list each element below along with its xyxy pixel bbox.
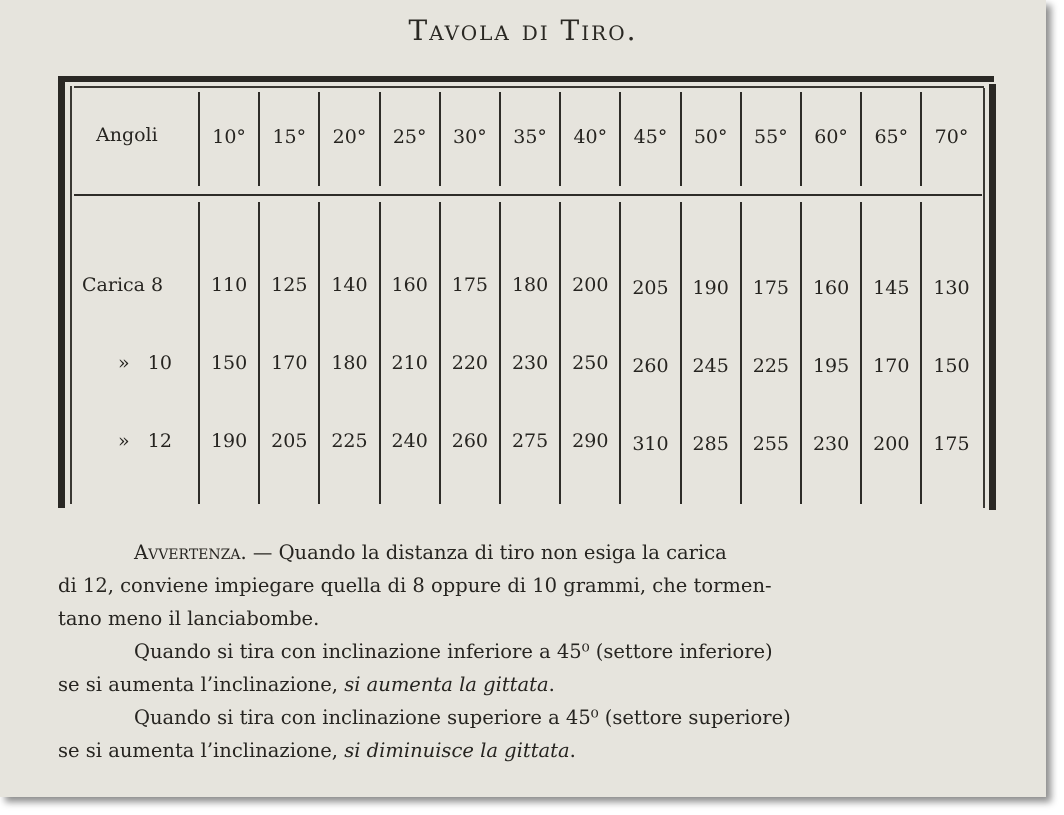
note-paragraph-3-line-1: Quando si tira con inclinazione superiore a 45⁰ (settore superiore) [134,706,791,729]
table-cell: 200 [572,274,609,296]
note-paragraph-1-line-3: tano meno il lanciabombe. [58,607,320,630]
table-cell: 180 [331,352,368,374]
table-cell: 150 [210,352,248,374]
table-left-border [58,76,65,508]
note-paragraph-1-line-2: di 12, conviene impiegare quella di 8 oppure di 10 grammi, che tormen- [58,574,772,597]
table-header-rule [74,194,982,196]
note-text: se si aumenta l’inclinazione, [58,739,345,762]
table-cell: 240 [391,430,428,452]
table-header-angle: 70° [934,126,969,148]
table-header-angle: 55° [754,126,788,148]
table-cell: 175 [752,277,790,299]
note-paragraph-3-line-2 [58,734,998,767]
table-cell: 275 [511,430,549,452]
table-cell: 260 [451,430,489,452]
table-top-rule [62,76,994,82]
page-title: Tavola di Tiro. [408,14,638,47]
table-cell: 285 [692,433,729,455]
table-cell: 245 [692,355,729,377]
table-row-label: » 12 [118,430,172,452]
table-cell: 145 [873,277,910,299]
table-header-angle: 15° [272,126,307,148]
table-cell: 200 [873,433,910,455]
table-cell: 160 [391,274,428,296]
table-cell: 220 [451,352,489,374]
table-cell: 150 [933,355,970,377]
table-right-border [989,84,996,510]
table-cell: 175 [933,433,970,455]
table-cell: 140 [331,274,368,296]
table-column-rule [920,202,922,504]
table-cell: 255 [752,433,790,455]
table-cell: 190 [692,277,729,299]
table-header-angle: 25° [392,126,427,148]
table-cell: 205 [632,277,669,299]
table-left-border-inner [70,86,72,504]
table-cell: 310 [632,433,669,455]
table-cell: 250 [572,352,609,374]
notes-section [58,536,998,767]
table-header-angle: 10° [212,126,246,148]
note-paragraph-2-line-2 [58,668,998,701]
table-column-rule [800,202,802,504]
table-header-angle: 65° [874,126,909,148]
table-header-angle: 40° [573,126,608,148]
note-emphasis: si diminuisce la gittata [344,739,570,762]
table-cell: 170 [873,355,910,377]
table-header-angle: 60° [814,126,848,148]
table-top-rule-inner [74,86,984,88]
table-cell: 225 [331,430,368,452]
table-cell: 195 [812,355,850,377]
table-header-label: Angoli [96,124,158,146]
note-emphasis: si aumenta la gittata [344,673,549,696]
table-cell: 130 [933,277,970,299]
table-cell: 190 [210,430,248,452]
table-header-angle: 45° [633,126,668,148]
table-header-angle: 35° [513,126,547,148]
table-column-rule [740,202,742,504]
note-paragraph-2-line-1: Quando si tira con inclinazione inferiore a 45⁰ (settore inferiore) [134,640,773,663]
table-cell: 180 [511,274,549,296]
table-cell: 230 [812,433,850,455]
table-cell: 260 [632,355,669,377]
table-cell: 110 [210,274,248,296]
firing-table [58,72,996,510]
note-text: . [569,739,576,762]
table-right-border-inner [983,88,985,508]
table-header-angle: 20° [332,126,367,148]
note-paragraph-1-line-1 [58,536,998,569]
table-row-label: Carica 8 [82,274,164,296]
table-cell: 125 [271,274,308,296]
table-header-angle: 30° [453,126,487,148]
table-column-rule [860,202,862,504]
note-text: . [548,673,555,696]
table-cell: 290 [572,430,609,452]
table-cell: 210 [391,352,428,374]
table-cell: 175 [451,274,489,296]
table-header-angle: 50° [693,126,728,148]
note-text: — Quando la distanza di tiro non esiga la carica [246,541,727,564]
table-cell: 225 [752,355,790,377]
note-heading: Avvertenza. [134,541,247,564]
table-column-rule [619,202,621,504]
table-row-label: » 10 [118,352,172,374]
table-cell: 160 [812,277,850,299]
note-text: se si aumenta l’inclinazione, [58,673,345,696]
table-cell: 205 [271,430,308,452]
table-cell: 170 [271,352,308,374]
table-column-rule [680,202,682,504]
table-cell: 230 [511,352,549,374]
